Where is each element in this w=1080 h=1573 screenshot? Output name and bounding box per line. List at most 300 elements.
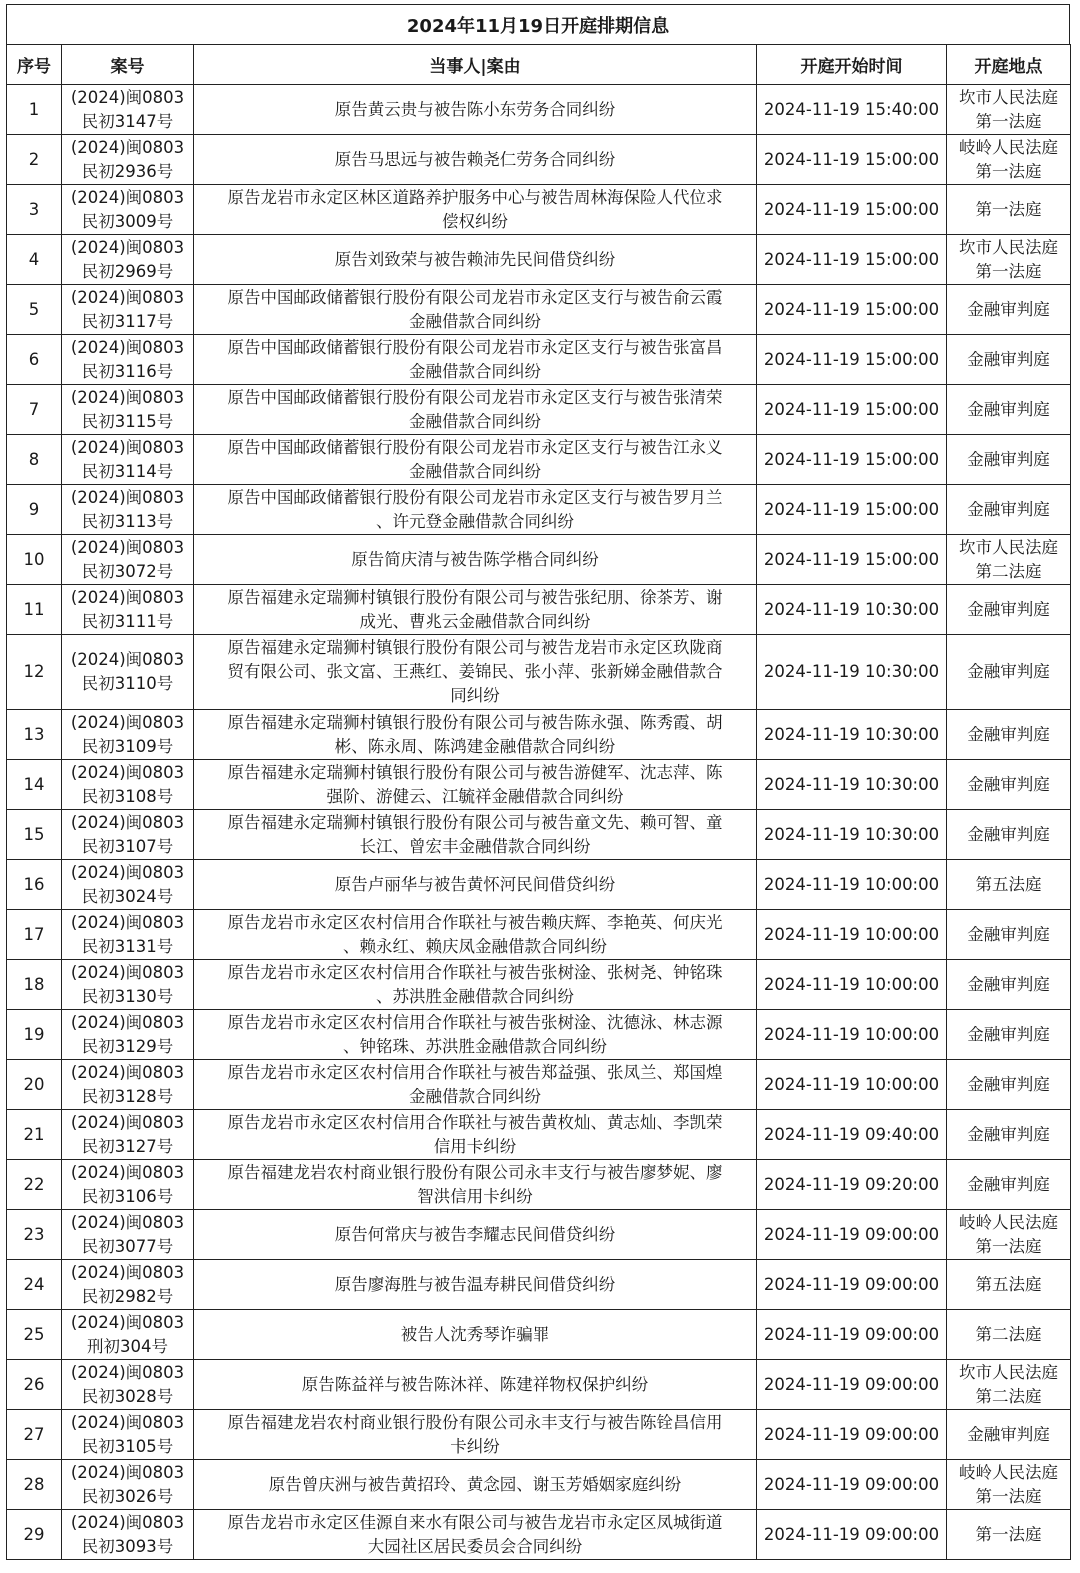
case-no-line: (2024)闽0803 [70, 1012, 185, 1032]
location-line: 金融审判庭 [967, 774, 1050, 794]
location-line: 第二法庭 [975, 561, 1042, 581]
cell-case-no [62, 485, 194, 535]
parties-line: 原告龙岩市永定区农村信用合作联社与被告赖庆辉、李艳英、何庆光 [227, 912, 723, 932]
cell-location [947, 1010, 1071, 1060]
header-location: 开庭地点 [947, 45, 1071, 85]
table-row [7, 435, 1071, 485]
location-line: 金融审判庭 [967, 399, 1050, 419]
cell-case-no [62, 810, 194, 860]
location-line: 岐岭人民法庭 [959, 137, 1058, 157]
cell-parties [194, 435, 757, 485]
case-no-line: (2024)闽0803 [70, 287, 185, 307]
case-no-line: 民初3106号 [81, 1186, 174, 1206]
case-no-line: 民初3026号 [81, 1486, 174, 1506]
case-no-line: 民初3028号 [81, 1386, 174, 1406]
header-case-no: 案号 [62, 45, 194, 85]
cell-start-time: 2024-11-19 15:00:00 [757, 535, 947, 585]
cell-parties [194, 1260, 757, 1310]
cell-start-time: 2024-11-19 15:00:00 [757, 485, 947, 535]
cell-parties [194, 810, 757, 860]
location-line: 第二法庭 [975, 1324, 1042, 1344]
cell-parties [194, 860, 757, 910]
cell-parties [194, 1110, 757, 1160]
case-no-line: (2024)闽0803 [70, 762, 185, 782]
cell-parties [194, 385, 757, 435]
parties-line: 原告福建永定瑞狮村镇银行股份有限公司与被告童文先、赖可智、童 [227, 812, 723, 832]
cell-location [947, 1210, 1071, 1260]
case-no-line: 民初3130号 [81, 986, 174, 1006]
cell-start-time: 2024-11-19 09:00:00 [757, 1210, 947, 1260]
cell-case-no [62, 1510, 194, 1560]
cell-seq: 14 [7, 760, 62, 810]
parties-line: 智洪信用卡纠纷 [417, 1186, 533, 1206]
cell-location [947, 585, 1071, 635]
header-seq: 序号 [7, 45, 62, 85]
cell-start-time: 2024-11-19 15:40:00 [757, 85, 947, 135]
parties-line: 原告龙岩市永定区林区道路养护服务中心与被告周林海保险人代位求 [227, 187, 723, 207]
parties-line: 原告陈益祥与被告陈沐祥、陈建祥物权保护纠纷 [301, 1374, 649, 1394]
table-row [7, 585, 1071, 635]
parties-line: 、钟铭珠、苏洪胜金融借款合同纠纷 [343, 1036, 607, 1056]
case-no-line: 民初3128号 [81, 1086, 174, 1106]
location-line: 第一法庭 [975, 111, 1042, 131]
cell-seq: 9 [7, 485, 62, 535]
cell-location [947, 85, 1071, 135]
cell-case-no [62, 1260, 194, 1310]
case-no-line: (2024)闽0803 [70, 862, 185, 882]
cell-seq: 3 [7, 185, 62, 235]
cell-parties [194, 335, 757, 385]
case-no-line: (2024)闽0803 [70, 962, 185, 982]
parties-line: 原告龙岩市永定区佳源自来水有限公司与被告龙岩市永定区凤城街道 [227, 1512, 723, 1532]
case-no-line: 民初3093号 [81, 1536, 174, 1556]
table-row [7, 1110, 1071, 1160]
cell-start-time: 2024-11-19 10:00:00 [757, 860, 947, 910]
cell-start-time: 2024-11-19 09:00:00 [757, 1310, 947, 1360]
location-line: 金融审判庭 [967, 662, 1050, 681]
table-row [7, 710, 1071, 760]
cell-parties [194, 1210, 757, 1260]
cell-case-no [62, 1460, 194, 1510]
parties-line: 原告龙岩市永定区农村信用合作联社与被告黄枚灿、黄志灿、李凯荣 [227, 1112, 723, 1132]
location-line: 第一法庭 [975, 1486, 1042, 1506]
location-line: 金融审判庭 [967, 1024, 1050, 1044]
cell-start-time: 2024-11-19 09:00:00 [757, 1410, 947, 1460]
location-line: 坎市人民法庭 [959, 87, 1058, 107]
parties-line: 原告曾庆洲与被告黄招玲、黄念园、谢玉芳婚姻家庭纠纷 [268, 1474, 682, 1494]
cell-case-no [62, 385, 194, 435]
cell-parties [194, 135, 757, 185]
cell-case-no [62, 135, 194, 185]
cell-seq: 17 [7, 910, 62, 960]
table-row [7, 535, 1071, 585]
cell-seq: 15 [7, 810, 62, 860]
table-row [7, 760, 1071, 810]
cell-seq: 1 [7, 85, 62, 135]
parties-line: 原告福建永定瑞狮村镇银行股份有限公司与被告张纪朋、徐茶芳、谢 [227, 587, 723, 607]
cell-start-time: 2024-11-19 10:30:00 [757, 635, 947, 710]
parties-line: 大园社区居民委员会合同纠纷 [367, 1536, 583, 1556]
cell-start-time: 2024-11-19 15:00:00 [757, 435, 947, 485]
table-row [7, 1410, 1071, 1460]
case-no-line: (2024)闽0803 [70, 1512, 185, 1532]
cell-parties [194, 185, 757, 235]
cell-parties [194, 535, 757, 585]
parties-line: 、许元登金融借款合同纠纷 [376, 511, 574, 531]
table-row [7, 960, 1071, 1010]
cell-seq: 21 [7, 1110, 62, 1160]
case-no-line: (2024)闽0803 [70, 650, 185, 669]
table-row [7, 1010, 1071, 1060]
cell-case-no [62, 760, 194, 810]
table-row [7, 485, 1071, 535]
parties-line: 原告刘致荣与被告赖沛先民间借贷纠纷 [334, 249, 616, 269]
parties-line: 彬、陈永周、陈鸿建金融借款合同纠纷 [334, 736, 616, 756]
cell-location [947, 435, 1071, 485]
location-line: 第一法庭 [975, 1524, 1042, 1544]
table-row [7, 85, 1071, 135]
parties-line: 原告卢丽华与被告黄怀河民间借贷纠纷 [334, 874, 616, 894]
parties-line: 信用卡纠纷 [433, 1136, 517, 1156]
cell-location [947, 385, 1071, 435]
cell-location [947, 1460, 1071, 1510]
parties-line: 被告人沈秀琴诈骗罪 [400, 1324, 550, 1344]
parties-line: 同纠纷 [450, 686, 500, 705]
table-header [7, 45, 1071, 85]
location-line: 金融审判庭 [967, 1074, 1050, 1094]
location-line: 金融审判庭 [967, 449, 1050, 469]
cell-case-no [62, 585, 194, 635]
cell-parties [194, 960, 757, 1010]
table-row [7, 1360, 1071, 1410]
schedule-table [6, 44, 1071, 1560]
case-no-line: (2024)闽0803 [70, 1212, 185, 1232]
cell-location [947, 1310, 1071, 1360]
cell-seq: 5 [7, 285, 62, 335]
case-no-line: (2024)闽0803 [70, 187, 185, 207]
cell-start-time: 2024-11-19 15:00:00 [757, 135, 947, 185]
cell-location [947, 1260, 1071, 1310]
cell-start-time: 2024-11-19 10:00:00 [757, 1060, 947, 1110]
cell-seq: 7 [7, 385, 62, 435]
cell-location [947, 135, 1071, 185]
cell-location [947, 485, 1071, 535]
location-line: 金融审判庭 [967, 974, 1050, 994]
case-no-line: (2024)闽0803 [70, 1412, 185, 1432]
location-line: 坎市人民法庭 [959, 537, 1058, 557]
cell-seq: 18 [7, 960, 62, 1010]
cell-case-no [62, 1160, 194, 1210]
cell-parties [194, 485, 757, 535]
cell-parties [194, 1310, 757, 1360]
case-no-line: (2024)闽0803 [70, 1162, 185, 1182]
table-row [7, 635, 1071, 710]
parties-line: 原告中国邮政储蓄银行股份有限公司龙岩市永定区支行与被告张富昌 [227, 337, 723, 357]
parties-line: 偿权纠纷 [442, 211, 508, 231]
table-row [7, 910, 1071, 960]
cell-case-no [62, 235, 194, 285]
case-no-line: 民初3131号 [81, 936, 174, 956]
cell-location [947, 1060, 1071, 1110]
cell-start-time: 2024-11-19 09:20:00 [757, 1160, 947, 1210]
cell-start-time: 2024-11-19 15:00:00 [757, 385, 947, 435]
location-line: 坎市人民法庭 [959, 237, 1058, 257]
table-body [7, 85, 1071, 1560]
case-no-line: 民初3024号 [81, 886, 174, 906]
cell-parties [194, 1010, 757, 1060]
case-no-line: 民初3072号 [81, 561, 174, 581]
location-line: 金融审判庭 [967, 1424, 1050, 1444]
parties-line: 原告福建永定瑞狮村镇银行股份有限公司与被告龙岩市永定区玖陇商 [227, 638, 723, 657]
cell-parties [194, 1360, 757, 1410]
case-no-line: 民初3114号 [81, 461, 174, 481]
cell-seq: 20 [7, 1060, 62, 1110]
cell-case-no [62, 960, 194, 1010]
parties-line: 、赖永红、赖庆凤金融借款合同纠纷 [343, 936, 607, 956]
parties-line: 强阶、游健云、江毓祥金融借款合同纠纷 [326, 786, 624, 806]
parties-line: 长江、曾宏丰金融借款合同纠纷 [359, 836, 591, 856]
cell-parties [194, 1060, 757, 1110]
cell-case-no [62, 1110, 194, 1160]
cell-seq: 25 [7, 1310, 62, 1360]
cell-seq: 27 [7, 1410, 62, 1460]
cell-seq: 26 [7, 1360, 62, 1410]
table-row [7, 1310, 1071, 1360]
cell-case-no [62, 1410, 194, 1460]
location-line: 第五法庭 [975, 874, 1042, 894]
cell-start-time: 2024-11-19 10:30:00 [757, 810, 947, 860]
cell-seq: 4 [7, 235, 62, 285]
cell-parties [194, 910, 757, 960]
location-line: 金融审判庭 [967, 724, 1050, 744]
parties-line: 、苏洪胜金融借款合同纠纷 [376, 986, 574, 1006]
case-no-line: (2024)闽0803 [70, 537, 185, 557]
parties-line: 原告中国邮政储蓄银行股份有限公司龙岩市永定区支行与被告罗月兰 [227, 487, 723, 507]
cell-location [947, 235, 1071, 285]
cell-location [947, 960, 1071, 1010]
cell-seq: 6 [7, 335, 62, 385]
parties-line: 原告龙岩市永定区农村信用合作联社与被告张树淦、沈德泳、林志源 [227, 1012, 723, 1032]
cell-location [947, 1160, 1071, 1210]
table-row [7, 385, 1071, 435]
cell-case-no [62, 1310, 194, 1360]
table-row [7, 1210, 1071, 1260]
cell-start-time: 2024-11-19 15:00:00 [757, 185, 947, 235]
parties-line: 原告中国邮政储蓄银行股份有限公司龙岩市永定区支行与被告江永义 [227, 437, 723, 457]
case-no-line: 民初2982号 [81, 1286, 174, 1306]
location-line: 金融审判庭 [967, 824, 1050, 844]
location-line: 金融审判庭 [967, 349, 1050, 369]
case-no-line: 民初3109号 [81, 736, 174, 756]
cell-start-time: 2024-11-19 10:00:00 [757, 960, 947, 1010]
case-no-line: 民初2969号 [81, 261, 174, 281]
parties-line: 原告福建龙岩农村商业银行股份有限公司永丰支行与被告陈铨昌信用 [227, 1412, 723, 1432]
case-no-line: 民初3116号 [81, 361, 174, 381]
cell-parties [194, 85, 757, 135]
table-row [7, 285, 1071, 335]
case-no-line: 民初3108号 [81, 786, 174, 806]
cell-seq: 2 [7, 135, 62, 185]
case-no-line: (2024)闽0803 [70, 1262, 185, 1282]
location-line: 第一法庭 [975, 261, 1042, 281]
cell-location [947, 1510, 1071, 1560]
cell-seq: 29 [7, 1510, 62, 1560]
parties-line: 原告黄云贵与被告陈小东劳务合同纠纷 [334, 99, 616, 119]
location-line: 金融审判庭 [967, 499, 1050, 519]
page-title: 2024年11月19日开庭排期信息 [6, 4, 1070, 44]
cell-seq: 16 [7, 860, 62, 910]
cell-parties [194, 285, 757, 335]
cell-case-no [62, 1010, 194, 1060]
table-row [7, 135, 1071, 185]
cell-case-no [62, 1210, 194, 1260]
cell-location [947, 635, 1071, 710]
cell-seq: 10 [7, 535, 62, 585]
cell-location [947, 910, 1071, 960]
case-no-line: 民初3113号 [81, 511, 174, 531]
parties-line: 原告福建永定瑞狮村镇银行股份有限公司与被告陈永强、陈秀霞、胡 [227, 712, 723, 732]
table-row [7, 1160, 1071, 1210]
parties-line: 成光、曹兆云金融借款合同纠纷 [359, 611, 591, 631]
parties-line: 原告福建永定瑞狮村镇银行股份有限公司与被告游健军、沈志萍、陈 [227, 762, 723, 782]
cell-case-no [62, 535, 194, 585]
cell-seq: 22 [7, 1160, 62, 1210]
parties-line: 金融借款合同纠纷 [409, 411, 541, 431]
cell-start-time: 2024-11-19 10:30:00 [757, 585, 947, 635]
cell-location [947, 1360, 1071, 1410]
case-no-line: 民初3110号 [81, 674, 174, 693]
parties-line: 原告马思远与被告赖尧仁劳务合同纠纷 [334, 149, 616, 169]
cell-seq: 13 [7, 710, 62, 760]
case-no-line: (2024)闽0803 [70, 237, 185, 257]
cell-seq: 28 [7, 1460, 62, 1510]
case-no-line: (2024)闽0803 [70, 1312, 185, 1332]
location-line: 岐岭人民法庭 [959, 1212, 1058, 1232]
case-no-line: (2024)闽0803 [70, 1112, 185, 1132]
cell-start-time: 2024-11-19 10:30:00 [757, 710, 947, 760]
table-row [7, 1460, 1071, 1510]
cell-case-no [62, 1060, 194, 1110]
case-no-line: (2024)闽0803 [70, 387, 185, 407]
location-line: 金融审判庭 [967, 1174, 1050, 1194]
cell-case-no [62, 635, 194, 710]
cell-start-time: 2024-11-19 10:00:00 [757, 910, 947, 960]
cell-seq: 24 [7, 1260, 62, 1310]
cell-start-time: 2024-11-19 09:00:00 [757, 1260, 947, 1310]
cell-start-time: 2024-11-19 10:00:00 [757, 1010, 947, 1060]
case-no-line: 民初3077号 [81, 1236, 174, 1256]
parties-line: 原告简庆清与被告陈学楷合同纠纷 [351, 549, 599, 569]
location-line: 第一法庭 [975, 161, 1042, 181]
cell-start-time: 2024-11-19 09:40:00 [757, 1110, 947, 1160]
location-line: 第二法庭 [975, 1386, 1042, 1406]
parties-line: 原告龙岩市永定区农村信用合作联社与被告郑益强、张凤兰、郑国煌 [227, 1062, 723, 1082]
cell-start-time: 2024-11-19 09:00:00 [757, 1360, 947, 1410]
table-row [7, 1060, 1071, 1110]
cell-case-no [62, 710, 194, 760]
parties-line: 金融借款合同纠纷 [409, 461, 541, 481]
cell-case-no [62, 435, 194, 485]
table-row [7, 185, 1071, 235]
cell-location [947, 760, 1071, 810]
cell-start-time: 2024-11-19 10:30:00 [757, 760, 947, 810]
parties-line: 原告龙岩市永定区农村信用合作联社与被告张树淦、张树尧、钟铭珠 [227, 962, 723, 982]
case-no-line: 民初3127号 [81, 1136, 174, 1156]
parties-line: 原告中国邮政储蓄银行股份有限公司龙岩市永定区支行与被告俞云霞 [227, 287, 723, 307]
case-no-line: 民初3117号 [81, 311, 174, 331]
location-line: 岐岭人民法庭 [959, 1462, 1058, 1482]
cell-case-no [62, 860, 194, 910]
case-no-line: 民初3129号 [81, 1036, 174, 1056]
table-row [7, 1260, 1071, 1310]
cell-start-time: 2024-11-19 15:00:00 [757, 285, 947, 335]
location-line: 第一法庭 [975, 199, 1042, 219]
cell-start-time: 2024-11-19 15:00:00 [757, 235, 947, 285]
table-row [7, 1510, 1071, 1560]
table-row [7, 335, 1071, 385]
location-line: 第五法庭 [975, 1274, 1042, 1294]
case-no-line: (2024)闽0803 [70, 912, 185, 932]
cell-case-no [62, 910, 194, 960]
parties-line: 原告中国邮政储蓄银行股份有限公司龙岩市永定区支行与被告张清荣 [227, 387, 723, 407]
case-no-line: (2024)闽0803 [70, 1362, 185, 1382]
table-row [7, 860, 1071, 910]
case-no-line: 民初3147号 [81, 111, 174, 131]
cell-parties [194, 585, 757, 635]
cell-parties [194, 710, 757, 760]
case-no-line: (2024)闽0803 [70, 712, 185, 732]
cell-seq: 19 [7, 1010, 62, 1060]
parties-line: 原告何常庆与被告李耀志民间借贷纠纷 [334, 1224, 616, 1244]
parties-line: 金融借款合同纠纷 [409, 361, 541, 381]
cell-parties [194, 635, 757, 710]
parties-line: 卡纠纷 [450, 1436, 500, 1456]
cell-location [947, 1110, 1071, 1160]
location-line: 第一法庭 [975, 1236, 1042, 1256]
cell-seq: 8 [7, 435, 62, 485]
case-no-line: 民初2936号 [81, 161, 174, 181]
parties-line: 贸有限公司、张文富、王燕红、姜锦民、张小萍、张新娣金融借款合 [227, 662, 723, 681]
cell-location [947, 860, 1071, 910]
case-no-line: (2024)闽0803 [70, 137, 185, 157]
location-line: 坎市人民法庭 [959, 1362, 1058, 1382]
cell-case-no [62, 335, 194, 385]
case-no-line: (2024)闽0803 [70, 87, 185, 107]
location-line: 金融审判庭 [967, 299, 1050, 319]
cell-parties [194, 760, 757, 810]
header-start-time: 开庭开始时间 [757, 45, 947, 85]
location-line: 金融审判庭 [967, 599, 1050, 619]
cell-case-no [62, 1360, 194, 1410]
case-no-line: (2024)闽0803 [70, 437, 185, 457]
parties-line: 原告廖海胜与被告温寿耕民间借贷纠纷 [334, 1274, 616, 1294]
cell-location [947, 1410, 1071, 1460]
case-no-line: (2024)闽0803 [70, 1062, 185, 1082]
cell-location [947, 710, 1071, 760]
cell-start-time: 2024-11-19 09:00:00 [757, 1460, 947, 1510]
case-no-line: (2024)闽0803 [70, 587, 185, 607]
cell-location [947, 535, 1071, 585]
case-no-line: (2024)闽0803 [70, 337, 185, 357]
cell-location [947, 185, 1071, 235]
case-no-line: 民初3009号 [81, 211, 174, 231]
parties-line: 原告福建龙岩农村商业银行股份有限公司永丰支行与被告廖梦妮、廖 [227, 1162, 723, 1182]
location-line: 金融审判庭 [967, 1124, 1050, 1144]
cell-location [947, 335, 1071, 385]
case-no-line: 民初3115号 [81, 411, 174, 431]
cell-parties [194, 235, 757, 285]
parties-line: 金融借款合同纠纷 [409, 311, 541, 331]
